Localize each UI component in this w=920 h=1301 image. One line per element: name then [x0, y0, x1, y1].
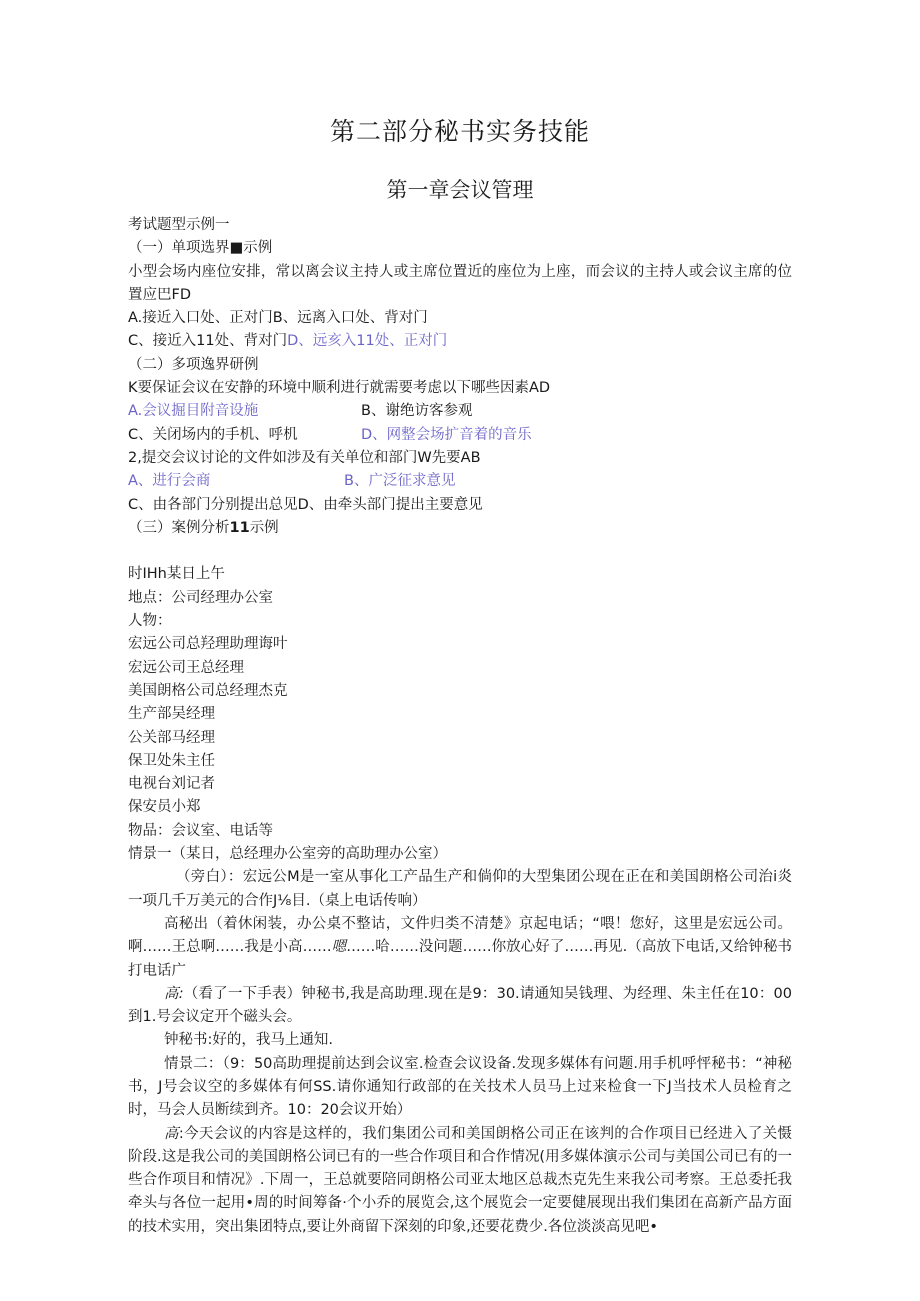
scene-paragraph: 情景二：（9：50高助理提前达到会议室.检查会议设备.发现多媒体有问题.用手机呼怦秘书：“神秘书，J号会议空的多媒体有何SS.请你通知行政部的在关技术人员马上过来检食一下J当技术人员检育之时，马会人员断续到齐。10：20会议开始）	[128, 1055, 792, 1119]
dialogue-paragraph	[128, 913, 792, 983]
case-time: 时IHh某日上午	[128, 566, 225, 583]
case-people-label: 人物：	[128, 613, 172, 630]
person-item: 公关部马经理	[128, 729, 215, 746]
dialogue-paragraph	[128, 1123, 792, 1239]
person-item: 保安员小郑	[128, 799, 201, 816]
dialogue-text: :今天会议的内容是这样的，我们集团公司和美国朗格公司正在该判的合作项目已经进入了关慑阶段.这是我公司的美国朗格公词已有的一些合作项目和合作情况(用多媒体演示公司与美国公司已有的一些合作项目和情况》.下周一，王总就要陪同朗格公司亚太地区总裁杰克先生来我公司考察。王总委托我牵头与各位一起用•周的时间筹备·个小乔的展览会,这个展览会一定要健展现出我们集团在高新产品方面的技术实用，突出集团特点,要让外商留下深刻的印象,还要花费少.各位淡淡高见吧•	[128, 1125, 792, 1235]
document-body	[128, 214, 792, 1239]
dialogue-paragraph: 钟秘书:好的，我马上通知.	[164, 1032, 333, 1049]
dialogue-text: （看了一下手表）钟秘书,我是高助理.现在是9：30.请通知吴钱理、为经理、朱主任在10：00到1.号会议定开个磁头会。	[128, 985, 792, 1026]
question-text: 小型会场内座位安排，常以离会议主持人或主席位置近的座位为上座，而会议的主持人或会议主席的位置应巴FD	[128, 263, 792, 303]
option-b: B、广泛征求意见	[344, 473, 456, 490]
answer-options: C、由各部门分别提出总见D、由牵头部门提出主要意见	[128, 496, 483, 513]
person-item: 美国朗格公司总经理杰克	[128, 682, 288, 699]
option-c: C、关闭场内的手机、呼机	[128, 426, 298, 443]
answer-options	[128, 400, 792, 423]
speaker-label: 高	[164, 1125, 179, 1142]
heading-text-tail: 示例	[249, 519, 279, 536]
person-item: 生产部吴经理	[128, 706, 215, 723]
person-item: 电视台刘记者	[128, 776, 215, 793]
answer-options	[128, 424, 792, 447]
case-place: 地点：公司经理办公室	[128, 589, 273, 606]
chapter-title: 第一章会议管理	[386, 178, 534, 202]
question-text: K要保证会议在安静的环境中顺利进行就需要考虑以下哪些因素AD	[128, 380, 551, 397]
answer-options: A.接近入口处、正对门B、远离入口处、背对门	[128, 310, 428, 327]
case-items: 物品：会议室、电话等	[128, 822, 273, 839]
question-text: 2,提交会议讨论的文件如涉及有关单位和部门W先要AB	[128, 449, 481, 466]
spacer	[128, 540, 792, 563]
dialogue-text-tail: ……哈……没问题……你放心好了……再见.（高放下电话,又给钟秘书打电话广	[128, 939, 793, 979]
dialogue-italic: 嗯	[331, 939, 347, 956]
section-heading: 考试题型示例一	[128, 217, 230, 233]
subsection-heading: （二）多项逸界研例	[128, 356, 259, 373]
person-item: 宏远公司总羟理助理诲叶	[128, 636, 288, 653]
part-title: 第二部分秘书实务技能	[329, 117, 590, 146]
heading-text: （三）案例分析	[128, 519, 230, 536]
narration-paragraph: （旁白）：宏远公M是一室从事化工产品生产和倘仰的大型集团公现在正在和美国朗格公司治i炎一项几千万美元的合作J⅛目.（桌上电话传响）	[128, 869, 792, 909]
option-d: D、网整会场扩音着的音乐	[361, 426, 532, 443]
scene-heading: 情景一（某日，总经理办公室旁的高助理办公室）	[128, 846, 447, 863]
subsection-heading	[128, 517, 792, 540]
option-a: A、进行会商	[128, 473, 211, 490]
answer-options	[128, 330, 792, 353]
speaker-label: 高:	[164, 985, 184, 1002]
option-c: C、接近入11处、背对门	[128, 333, 288, 350]
dialogue-text: 高秘出（着休闲装，办公桌不整诂，文件归类不清楚》京起电话；“喂！您好，这里是宏远公司。啊……王总啊……我是小高……	[128, 915, 792, 956]
heading-number: 11	[229, 519, 250, 536]
answer-options	[128, 470, 792, 493]
person-item: 宏远公司王总经理	[128, 659, 244, 676]
option-b: B、谢绝访客参观	[361, 403, 473, 420]
person-item: 保卫处朱主任	[128, 752, 215, 769]
dialogue-paragraph	[128, 983, 792, 1030]
option-d: D、远亥入11处、正对门	[287, 333, 448, 350]
option-a: A.会议掘目附音设施	[128, 403, 259, 420]
subsection-heading: （一）单项选界■示例	[128, 240, 273, 257]
